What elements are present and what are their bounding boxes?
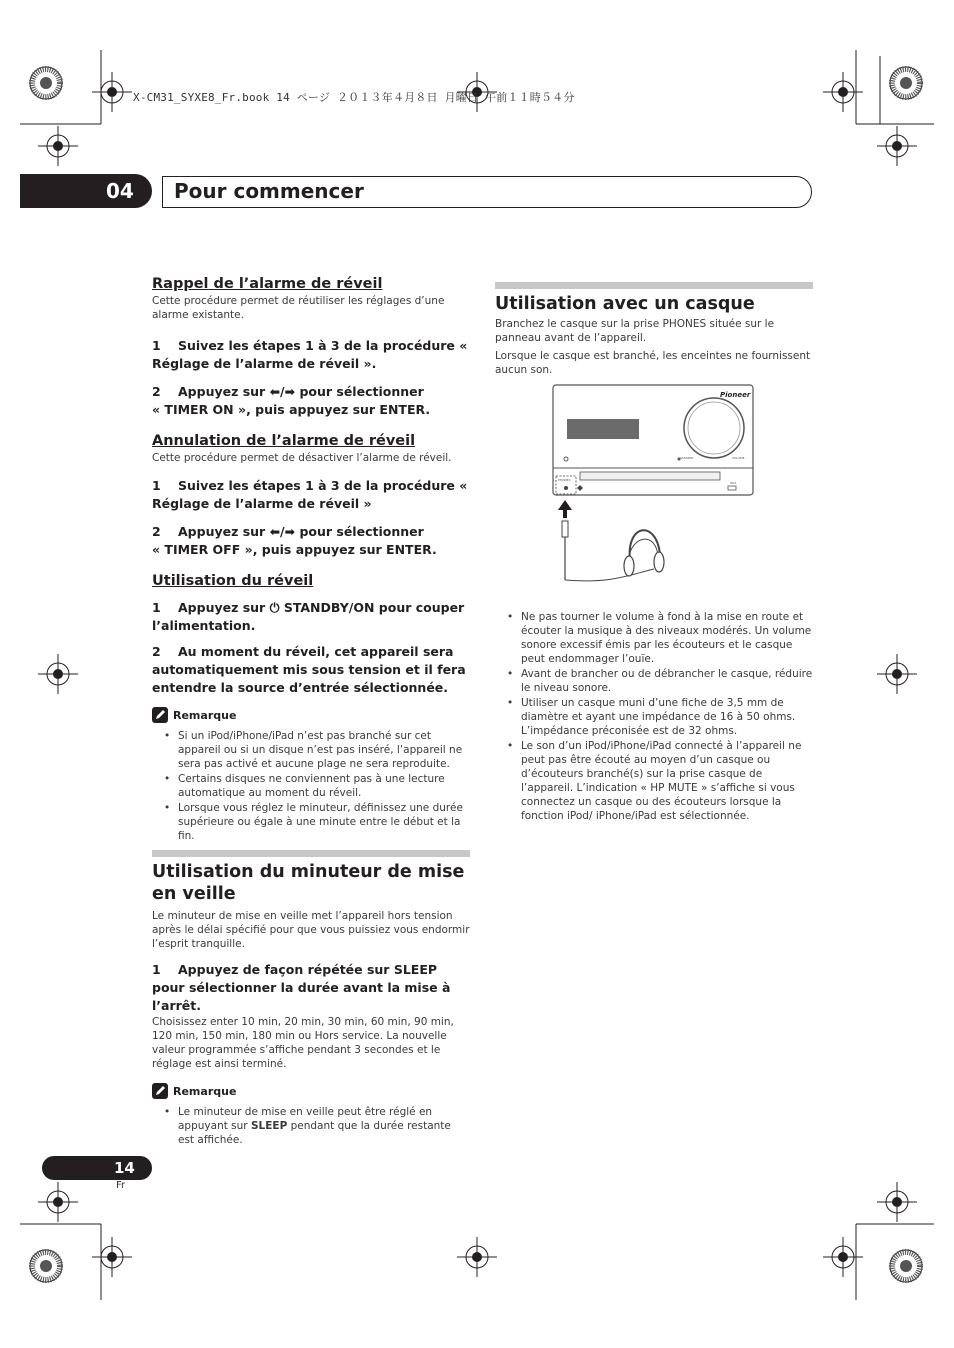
bullet-item: • Utiliser un casque muni d’une fiche de 3,5 mm de diamètre et ayant une impédance de 16 à 50 ohms. L’impédance préconisée est de 32 ohms.	[521, 696, 813, 738]
step-item: 2 Appuyez sur ⬅/➡ pour sélectionner « TIMER ON », puis appuyez sur ENTER.	[152, 384, 431, 417]
section-title-rappel: Rappel de l’alarme de réveil	[152, 276, 383, 292]
casque-paragraph: Lorsque le casque est branché, les enceintes ne fournissent aucun son.	[495, 350, 811, 376]
section-divider-bar	[495, 282, 813, 289]
ipod-label: iPod	[730, 481, 737, 485]
volume-label: VOLUME	[732, 456, 745, 460]
page-language: Fr	[116, 1180, 126, 1191]
step-item: 2 Appuyez sur ⬅/➡ pour sélectionner « TIMER OFF », puis appuyez sur ENTER.	[152, 524, 437, 557]
phones-label: PHONES	[558, 478, 571, 482]
section-divider-bar	[152, 850, 470, 857]
note-heading: Remarque	[152, 1083, 470, 1099]
note-item: • Certains disques ne conviennent pas à une lecture automatique au moment du réveil.	[178, 772, 472, 800]
pencil-note-icon	[152, 1083, 168, 1099]
headphone-connection-illustration	[552, 384, 762, 604]
left-column	[152, 276, 472, 844]
section-title-casque: Utilisation avec un casque	[495, 294, 755, 314]
casque-bullets	[495, 610, 813, 824]
right-column	[495, 282, 813, 377]
page-number: 14	[114, 1159, 135, 1177]
section-intro-rappel: Cette procédure permet de réutiliser les réglages d’une alarme existante.	[152, 295, 445, 321]
sleep-timer-section	[152, 850, 470, 1148]
note-heading: Remarque	[152, 707, 472, 723]
step-detail: Choisissez enter 10 min, 20 min, 30 min, 60 min, 90 min, 120 min, 150 min, 180 min ou Hors service. La nouvelle valeur programmée s’affiche pendant 3 secondes et le réglage est ainsi terminé.	[152, 1016, 454, 1070]
step-item: 1 Appuyez de façon répétée sur SLEEP pour sélectionner la durée avant la mise à l’arrêt.	[152, 962, 451, 1013]
pencil-note-icon	[152, 707, 168, 723]
bullet-list	[495, 610, 813, 823]
section-intro-annulation: Cette procédure permet de désactiver l’alarme de réveil.	[152, 452, 452, 464]
section-title-reveil: Utilisation du réveil	[152, 573, 314, 589]
bullet-item: • Ne pas tourner le volume à fond à la mise en route et écouter la musique à des niveaux modérés. Un volume sonore excessif émis par les écouteurs et le casque peut endommager l’ouïe.	[521, 610, 813, 666]
section-intro-minuteur: Le minuteur de mise en veille met l’appareil hors tension après le délai spécifié pour que vous puissiez vous endormir l’esprit tranquille.	[152, 910, 470, 950]
section-title-annulation: Annulation de l’alarme de réveil	[152, 433, 416, 449]
step-item: 1 Suivez les étapes 1 à 3 de la procédure « Réglage de l’alarme de réveil »	[152, 478, 468, 511]
note-list	[152, 1105, 470, 1147]
step-item: 1 Appuyez sur ⏻ STANDBY/ON pour couper l’alimentation.	[152, 600, 465, 633]
print-header: X-CM31_SYXE8_Fr.book 14 ページ ２０１３年４月８日 月曜日 午前１１時５４分	[133, 91, 575, 104]
step-item: 1 Suivez les étapes 1 à 3 de la procédure « Réglage de l’alarme de réveil ».	[152, 338, 468, 371]
section-title-minuteur: Utilisation du minuteur de mise en veille	[152, 862, 465, 904]
note-item: • Le minuteur de mise en veille peut être réglé en appuyant sur SLEEP pendant que la durée restante est affichée.	[178, 1105, 470, 1147]
bullet-item: • Le son d’un iPod/iPhone/iPad connecté à l’appareil ne peut pas être écouté au moyen d’un casque ou d’écouteurs branché(s) sur la prise casque de l’appareil. L’indication « HP MUTE » s’affiche si vous connectez un casque ou des écouteurs lorsque la fonction iPod/ iPhone/iPad est sélectionnée.	[521, 739, 813, 823]
note-item: • Si un iPod/iPhone/iPad n’est pas branché sur cet appareil ou si un disque n’est pas inséré, l’appareil ne sera pas activé et aucune plage ne sera reproduite.	[178, 729, 472, 771]
standby-label: STANDBY	[680, 456, 694, 460]
bullet-item: • Avant de brancher ou de débrancher le casque, réduire le niveau sonore.	[521, 667, 813, 695]
step-item: 2 Au moment du réveil, cet appareil sera automatiquement mis sous tension et il fera entendre la source d’entrée sélectionnée.	[152, 644, 466, 695]
chapter-number: 04	[106, 179, 134, 203]
note-list	[152, 729, 472, 843]
casque-paragraph: Branchez le casque sur la prise PHONES située sur le panneau avant de l’appareil.	[495, 318, 775, 344]
page-number-badge	[42, 1156, 152, 1180]
device-brand-logo: Pioneer	[720, 391, 751, 399]
note-item: • Lorsque vous réglez le minuteur, définissez une durée supérieure ou égale à une minute entre le début et la fin.	[178, 801, 472, 843]
chapter-title: Pour commencer	[174, 179, 364, 203]
